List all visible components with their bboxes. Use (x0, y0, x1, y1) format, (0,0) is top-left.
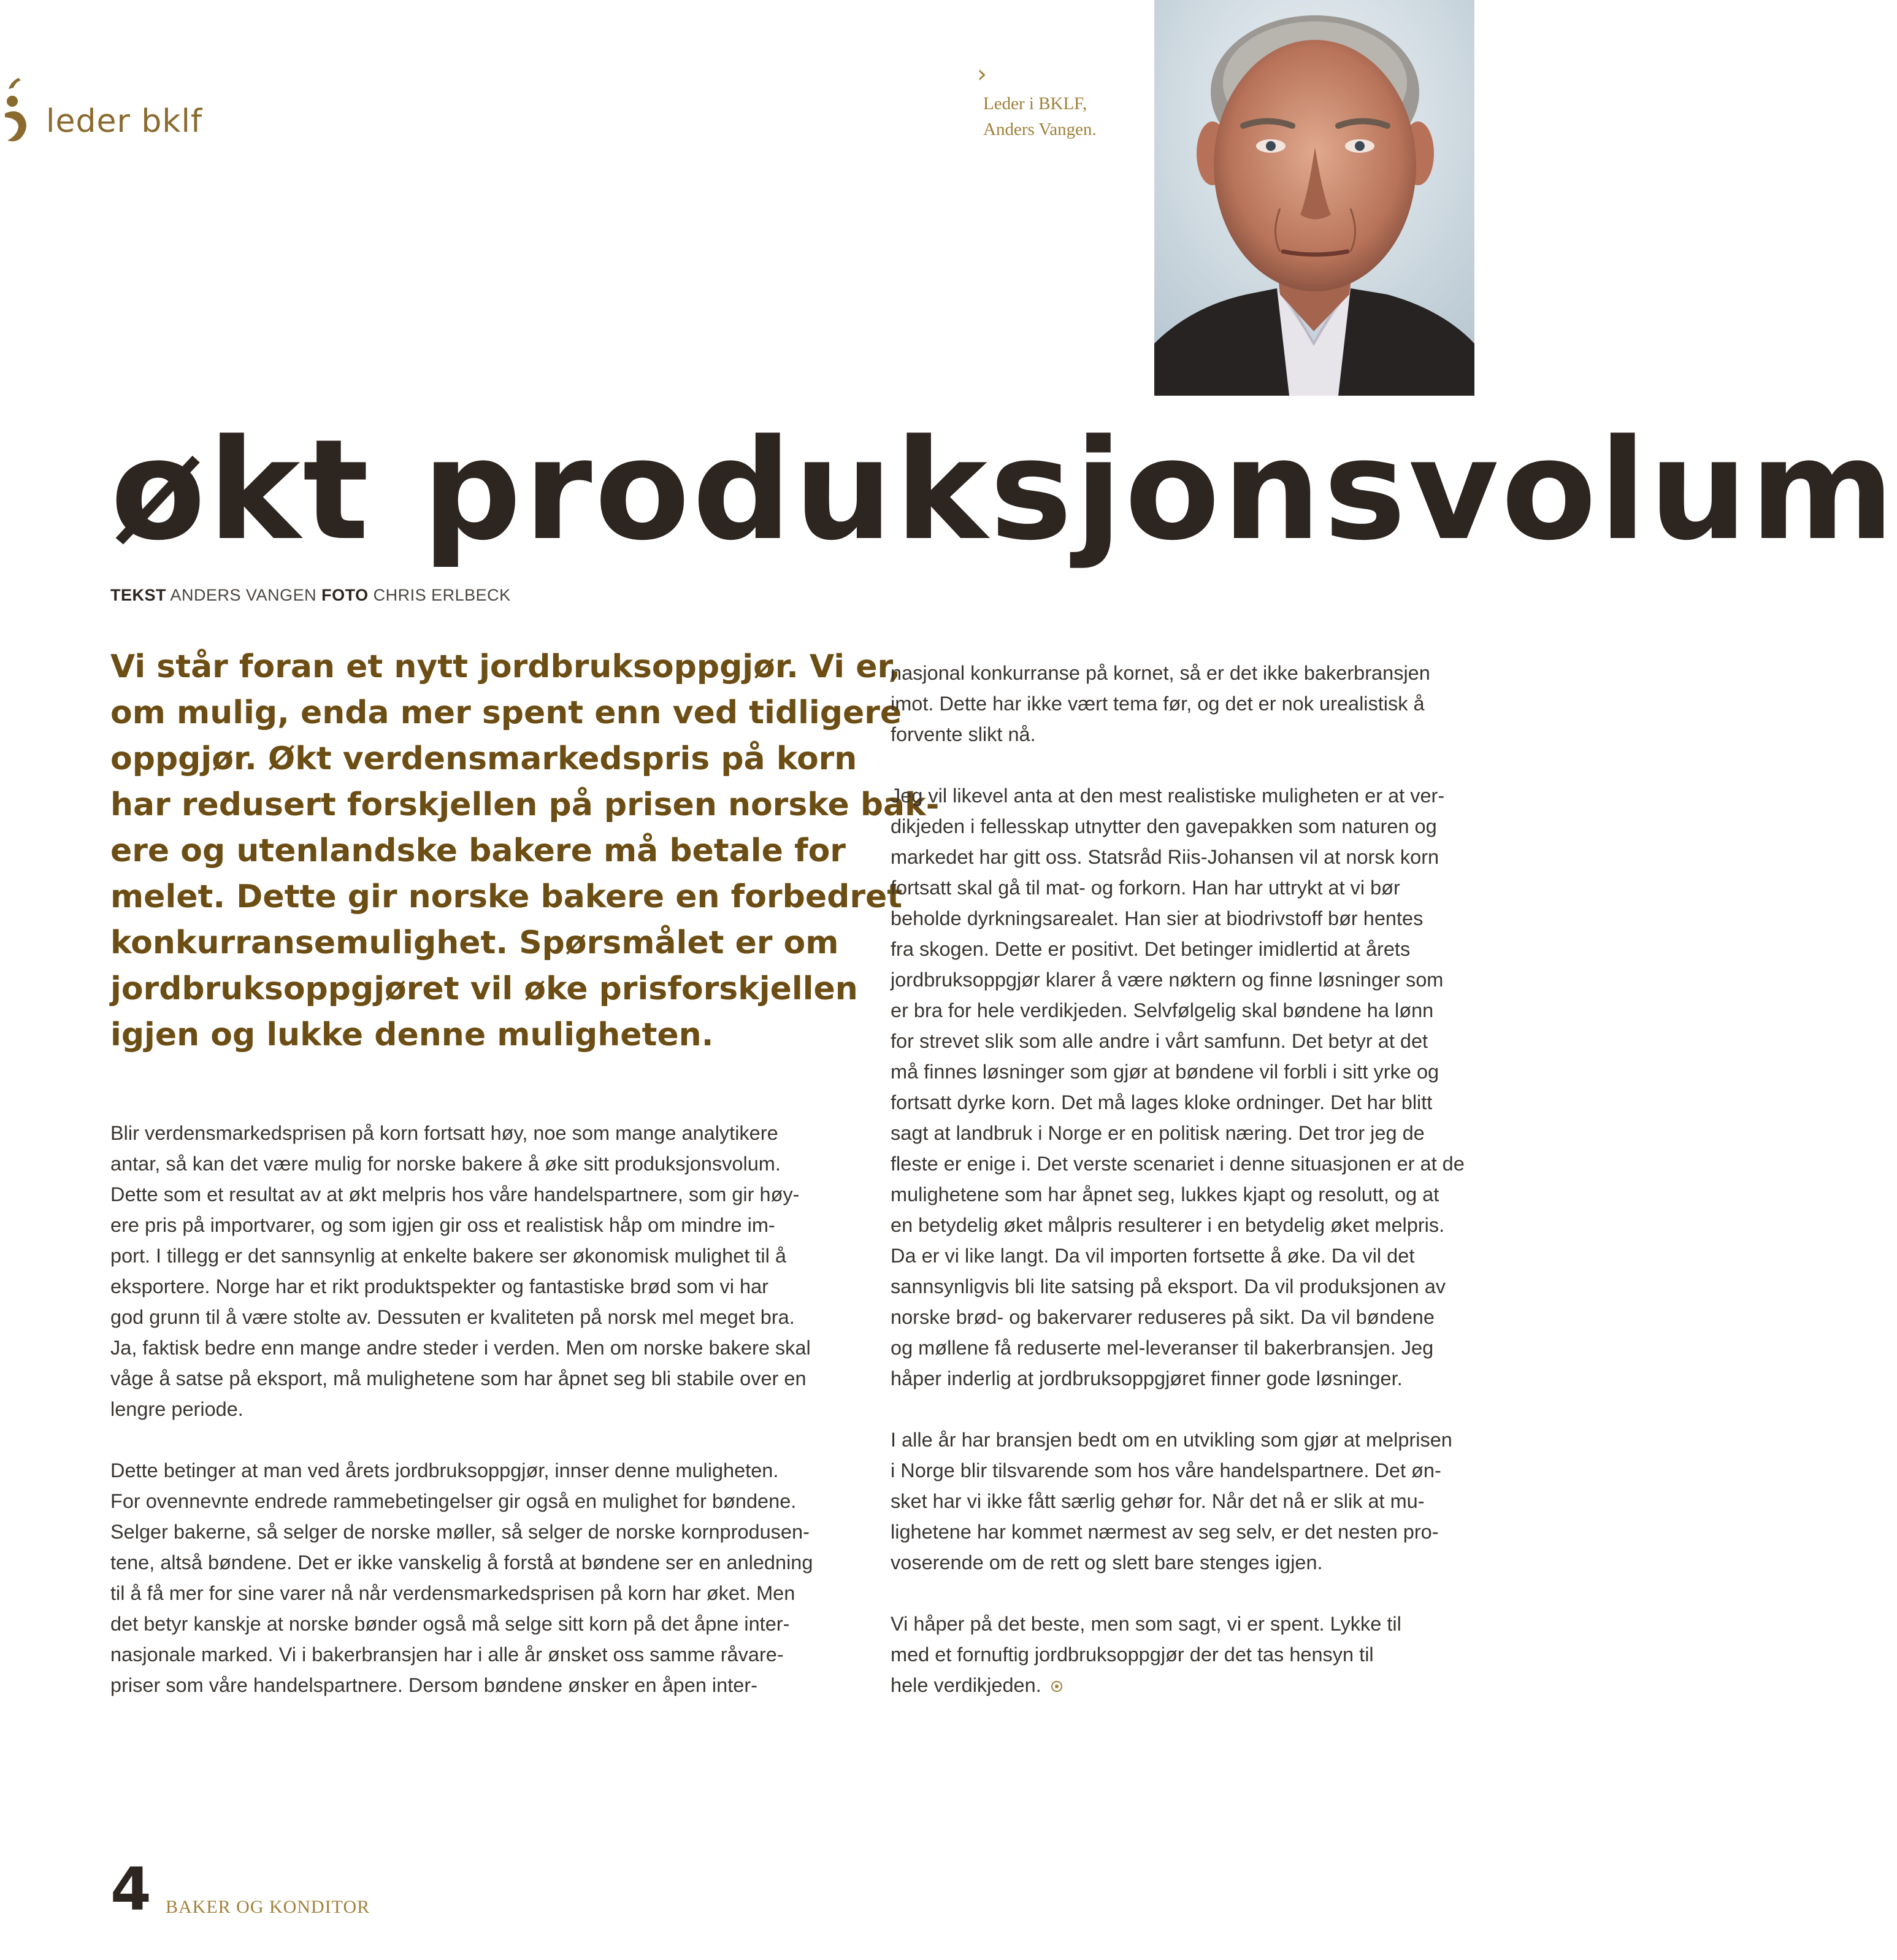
body-column-right (891, 658, 1479, 1731)
author-portrait (1154, 0, 1474, 396)
body-line: sannsynligvis bli lite satsing på eksport. Da vil produksjonen av (891, 1275, 1446, 1297)
body-line: i Norge blir tilsvarende som hos våre handelspartnere. Det øn- (891, 1459, 1441, 1482)
byline-photo-label: FOTO (321, 586, 369, 604)
body-line: våge å satse på eksport, må mulighetene som har åpnet seg bli stabile over en (110, 1367, 807, 1389)
body-line: fra skogen. Dette er positivt. Det betinger imidlertid at årets (891, 938, 1411, 960)
body-line: imot. Dette har ikke vært tema før, og det er nok urealistisk å (891, 693, 1425, 715)
lead-line: konkurransemulighet. Spørsmålet er om (110, 924, 839, 961)
body-line: port. I tillegg er det sannsynlig at enkelte bakere ser økonomisk mulighet til å (110, 1245, 786, 1267)
body-line: Jeg vil likevel anta at den mest realistiske muligheten er at ver- (891, 785, 1445, 807)
photo-caption-line: Anders Vangen. (983, 120, 1097, 139)
body-line: markedet har gitt oss. Statsråd Riis-Johansen vil at norsk korn (891, 846, 1439, 868)
body-line: er bra for hele verdikjeden. Selvfølgelig skal bøndene ha lønn (891, 999, 1434, 1021)
body-line: fortsatt dyrke korn. Det må lages kloke ordninger. Det har blitt (891, 1091, 1433, 1113)
body-line: fleste er enige i. Det verste scenariet i denne situasjonen er at de (891, 1153, 1465, 1175)
lead-line: igjen og lukke denne muligheten. (110, 1017, 714, 1053)
body-line: fortsatt skal gå til mat- og forkorn. Han har uttrykt at vi bør (891, 877, 1400, 899)
body-line: antar, så kan det være mulig for norske bakere å øke sitt produksjonsvolum. (110, 1153, 781, 1175)
body-line: nasjonale marked. Vi i bakerbransjen har i alle år ønsket oss samme råvare- (110, 1643, 784, 1666)
article-title: økt produksjonsvolum (110, 410, 1897, 571)
magazine-name: BAKER OG KONDITOR (166, 1897, 370, 1917)
body-paragraph (891, 1608, 1479, 1701)
body-paragraph (891, 780, 1479, 1394)
body-line: Vi håper på det beste, men som sagt, vi er spent. Lykke til (891, 1613, 1401, 1635)
body-paragraph (110, 1118, 840, 1424)
body-line: Blir verdensmarkedsprisen på korn fortsatt høy, noe som mange analytikere (110, 1122, 778, 1144)
body-line: dikjeden i fellesskap utnytter den gavepakken som naturen og (891, 815, 1437, 837)
end-of-article-icon (1050, 1680, 1063, 1693)
photo-caption (983, 91, 1143, 142)
body-line: Da er vi like langt. Da vil importen fortsette å øke. Da vil det (891, 1245, 1415, 1267)
section-label: leder bklf (46, 103, 203, 140)
byline-text-label: TEKST (110, 586, 167, 604)
body-line: priser som våre handelspartnere. Dersom bøndene ønsker en åpen inter- (110, 1674, 757, 1696)
caption-arrow-icon: › (977, 60, 987, 88)
section-logo-icon (0, 71, 49, 150)
body-line: til å få mer for sine varer nå når verdensmarkedsprisen på korn har øket. Men (110, 1582, 795, 1604)
body-line: norske brød- og bakervarer reduseres på sikt. Da vil bøndene (891, 1306, 1435, 1328)
body-line: lighetene har kommet nærmest av seg selv, er det nesten pro- (891, 1521, 1439, 1543)
byline (110, 586, 511, 605)
body-line: Dette betinger at man ved årets jordbruksoppgjør, innser denne muligheten. (110, 1459, 779, 1482)
body-line: for strevet slik som alle andre i vårt samfunn. Det betyr at det (891, 1030, 1428, 1052)
body-paragraph (110, 1455, 840, 1701)
lead-line: jordbruksoppgjøret vil øke prisforskjellen (110, 970, 858, 1007)
body-line: tene, altså bøndene. Det er ikke vanskelig å forstå at bøndene ser en anledning (110, 1551, 813, 1574)
lead-line: om mulig, enda mer spent enn ved tidligere (110, 694, 902, 731)
body-line: lengre periode. (110, 1398, 243, 1420)
lead-line: ere og utenlandske bakere må betale for (110, 832, 846, 869)
body-line: med et fornuftig jordbruksoppgjør der det tas hensyn til (891, 1643, 1374, 1666)
body-line: Dette som et resultat av at økt melpris hos våre handelspartnere, som gir høy- (110, 1183, 800, 1205)
body-line: beholde dyrkningsarealet. Han sier at biodrivstoff bør hentes (891, 907, 1424, 929)
body-line: en betydelig øket målpris resulterer i en betydelig øket melpris. (891, 1214, 1445, 1236)
body-paragraph (891, 658, 1479, 750)
lead-line: melet. Dette gir norske bakere en forbedret (110, 878, 903, 915)
lead-paragraph (110, 644, 940, 1058)
byline-author: ANDERS VANGEN (170, 586, 317, 604)
body-line: mulighetene som har åpnet seg, lukkes kjapt og resolutt, og at (891, 1183, 1439, 1205)
body-line: det betyr kanskje at norske bønder også må selge sitt korn på det åpne inter- (110, 1613, 790, 1635)
page-number: 4 (110, 1855, 151, 1924)
photo-caption-line: Leder i BKLF, (983, 94, 1087, 113)
body-line: Selger bakerne, så selger de norske møller, så selger de norske kornprodusen- (110, 1521, 810, 1543)
body-line: hele verdikjeden. (891, 1670, 1479, 1701)
body-line: håper inderlig at jordbruksoppgjøret finner gode løsninger. (891, 1367, 1403, 1389)
body-line: ere pris på importvarer, og som igjen gir oss et realistisk håp om mindre im- (110, 1214, 775, 1236)
body-line: god grunn til å være stolte av. Dessuten er kvaliteten på norsk mel meget bra. (110, 1306, 795, 1328)
lead-line: oppgjør. Økt verdensmarkedspris på korn (110, 740, 857, 777)
body-line: I alle år har bransjen bedt om en utvikling som gjør at melprisen (891, 1429, 1452, 1451)
body-paragraph (891, 1424, 1479, 1578)
body-line: eksportere. Norge har et rikt produktspekter og fantastiske brød som vi har (110, 1275, 768, 1297)
body-line: forvente slikt nå. (891, 723, 1036, 745)
body-line: voserende om de rett og slett bare stenges igjen. (891, 1551, 1323, 1574)
body-line: nasjonal konkurranse på kornet, så er det ikke bakerbransjen (891, 662, 1430, 684)
body-line: sagt at landbruk i Norge er en politisk næring. Det tror jeg de (891, 1122, 1425, 1144)
body-line: jordbruksoppgjør klarer å være nøktern og finne løsninger som (891, 969, 1444, 991)
lead-line: Vi står foran et nytt jordbruksoppgjør. Vi er, (110, 648, 901, 685)
body-line: og møllene få reduserte mel-leveranser til bakerbransjen. Jeg (891, 1337, 1434, 1359)
body-column-left (110, 1118, 840, 1731)
byline-photographer: CHRIS ERLBECK (373, 586, 511, 604)
body-line: sket har vi ikke fått særlig gehør for. Når det nå er slik at mu- (891, 1490, 1425, 1512)
body-line: Ja, faktisk bedre enn mange andre steder i verden. Men om norske bakere skal (110, 1337, 811, 1359)
lead-line: har redusert forskjellen på prisen norske bak- (110, 786, 940, 823)
body-line: For ovennevnte endrede rammebetingelser gir også en mulighet for bøndene. (110, 1490, 797, 1512)
body-line: må finnes løsninger som gjør at bøndene vil forbli i sitt yrke og (891, 1061, 1439, 1083)
